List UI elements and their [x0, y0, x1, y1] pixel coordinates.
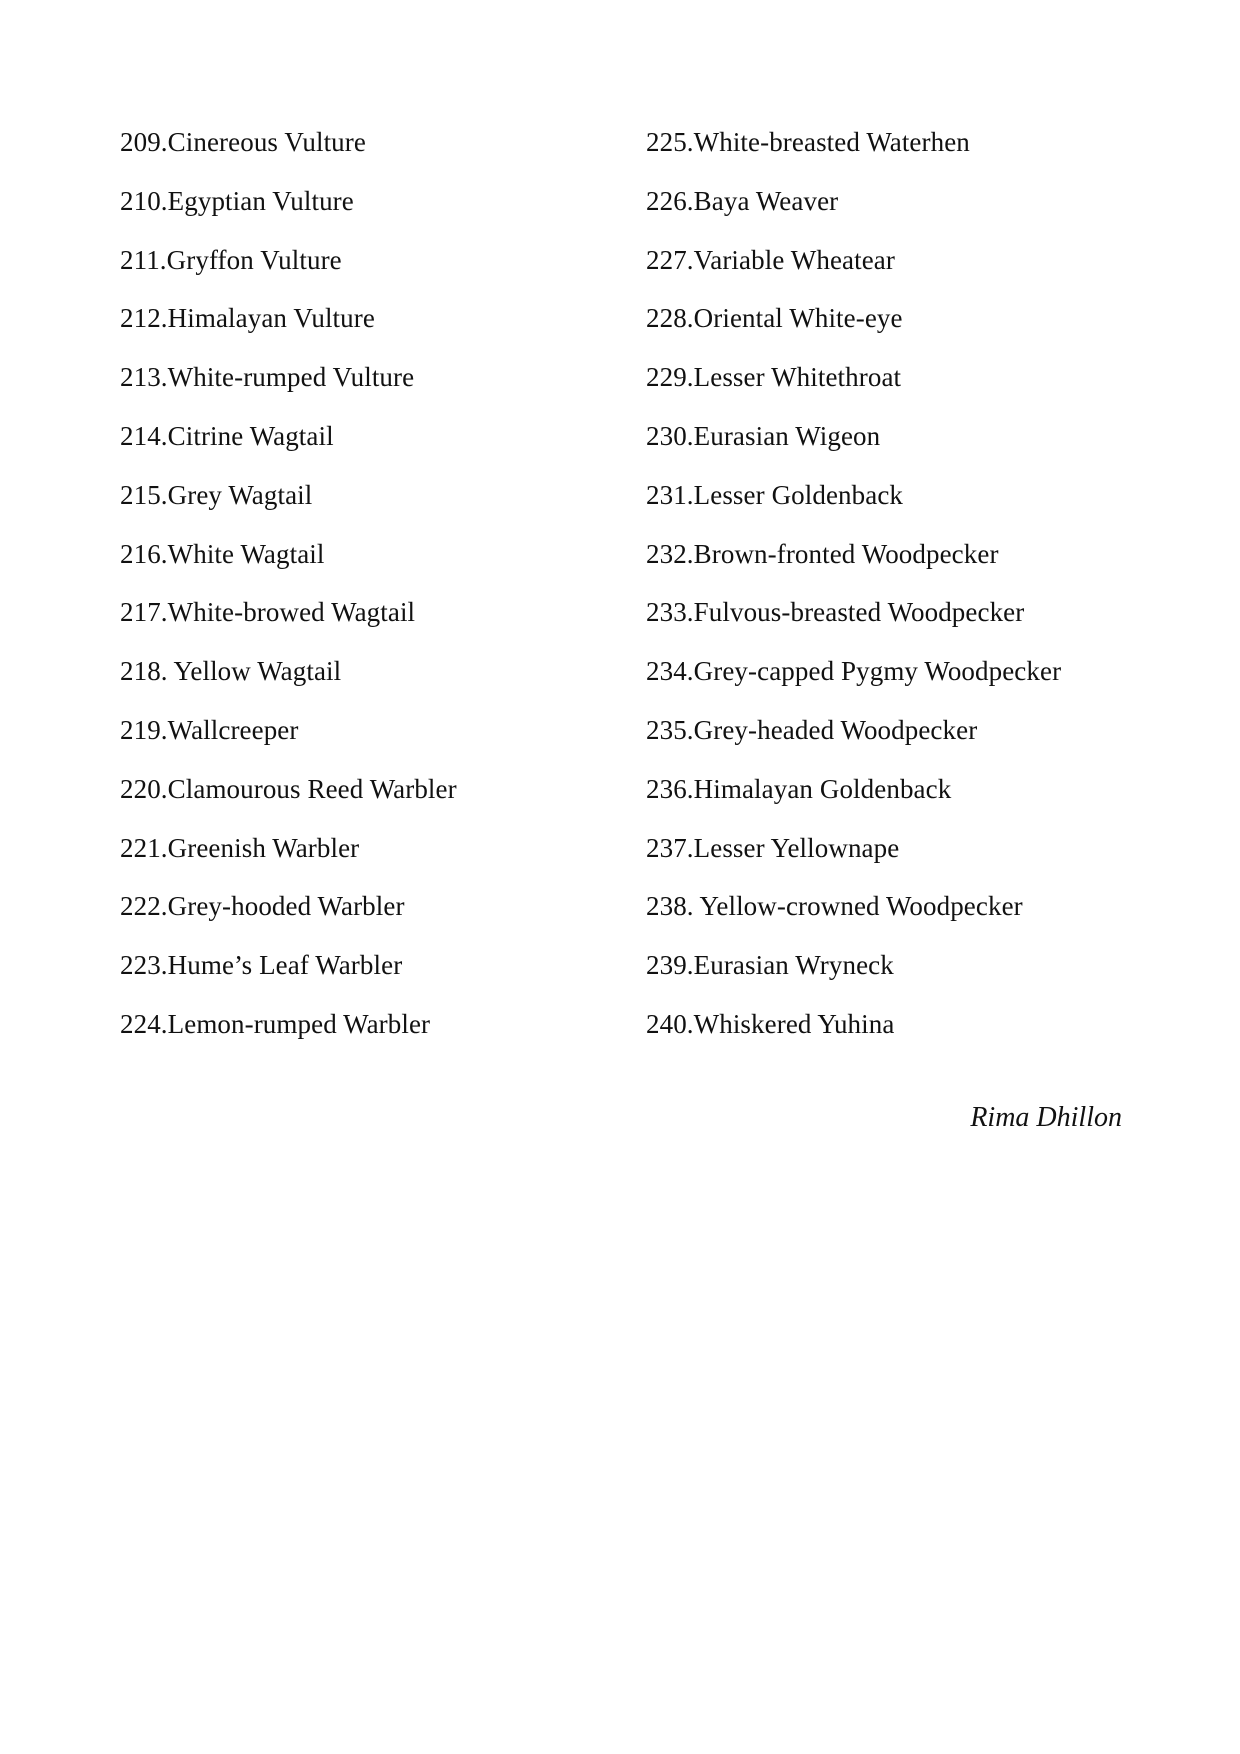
list-item: 238. Yellow-crowned Woodpecker	[646, 891, 1023, 922]
list-item: 211.Gryffon Vulture	[120, 244, 342, 275]
list-item: 222.Grey-hooded Warbler	[120, 891, 405, 922]
author-signature: Rima Dhillon	[970, 1102, 1122, 1133]
list-item: 240.Whiskered Yuhina	[646, 1008, 895, 1039]
list-item: 217.White-browed Wagtail	[120, 597, 416, 628]
list-item: 229.Lesser Whitethroat	[646, 362, 902, 393]
list-item: 236.Himalayan Goldenback	[646, 773, 952, 804]
list-item: 228.Oriental White-eye	[646, 303, 903, 334]
list-item: 226.Baya Weaver	[646, 185, 839, 216]
list-item: 215.Grey Wagtail	[120, 479, 313, 510]
list-item: 232.Brown-fronted Woodpecker	[646, 538, 999, 569]
list-item: 239.Eurasian Wryneck	[646, 950, 894, 981]
list-item: 224.Lemon-rumped Warbler	[120, 1008, 431, 1039]
list-item: 216.White Wagtail	[120, 538, 325, 569]
list-item: 209.Cinereous Vulture	[120, 127, 366, 157]
list-item: 235.Grey-headed Woodpecker	[646, 714, 978, 745]
list-item: 213.White-rumped Vulture	[120, 362, 415, 393]
list-item: 220.Clamourous Reed Warbler	[120, 773, 457, 804]
list-item: 237.Lesser Yellownape	[646, 832, 900, 863]
list-item: 219.Wallcreeper	[120, 714, 299, 745]
list-item: 214.Citrine Wagtail	[120, 420, 334, 451]
list-item: 210.Egyptian Vulture	[120, 185, 354, 216]
list-item: 225.White-breasted Waterhen	[646, 127, 970, 157]
bird-list-right-column	[646, 118, 1206, 1059]
list-item: 221.Greenish Warbler	[120, 832, 360, 863]
list-item: 231.Lesser Goldenback	[646, 479, 904, 510]
list-item: 230.Eurasian Wigeon	[646, 420, 881, 451]
list-item: 233.Fulvous-breasted Woodpecker	[646, 597, 1025, 628]
list-item: 227.Variable Wheatear	[646, 244, 895, 275]
bird-list-left-column	[120, 118, 620, 1059]
list-item: 212.Himalayan Vulture	[120, 303, 375, 334]
list-item: 223.Hume’s Leaf Warbler	[120, 950, 403, 981]
list-item: 218. Yellow Wagtail	[120, 656, 342, 687]
list-item: 234.Grey-capped Pygmy Woodpecker	[646, 656, 1062, 687]
